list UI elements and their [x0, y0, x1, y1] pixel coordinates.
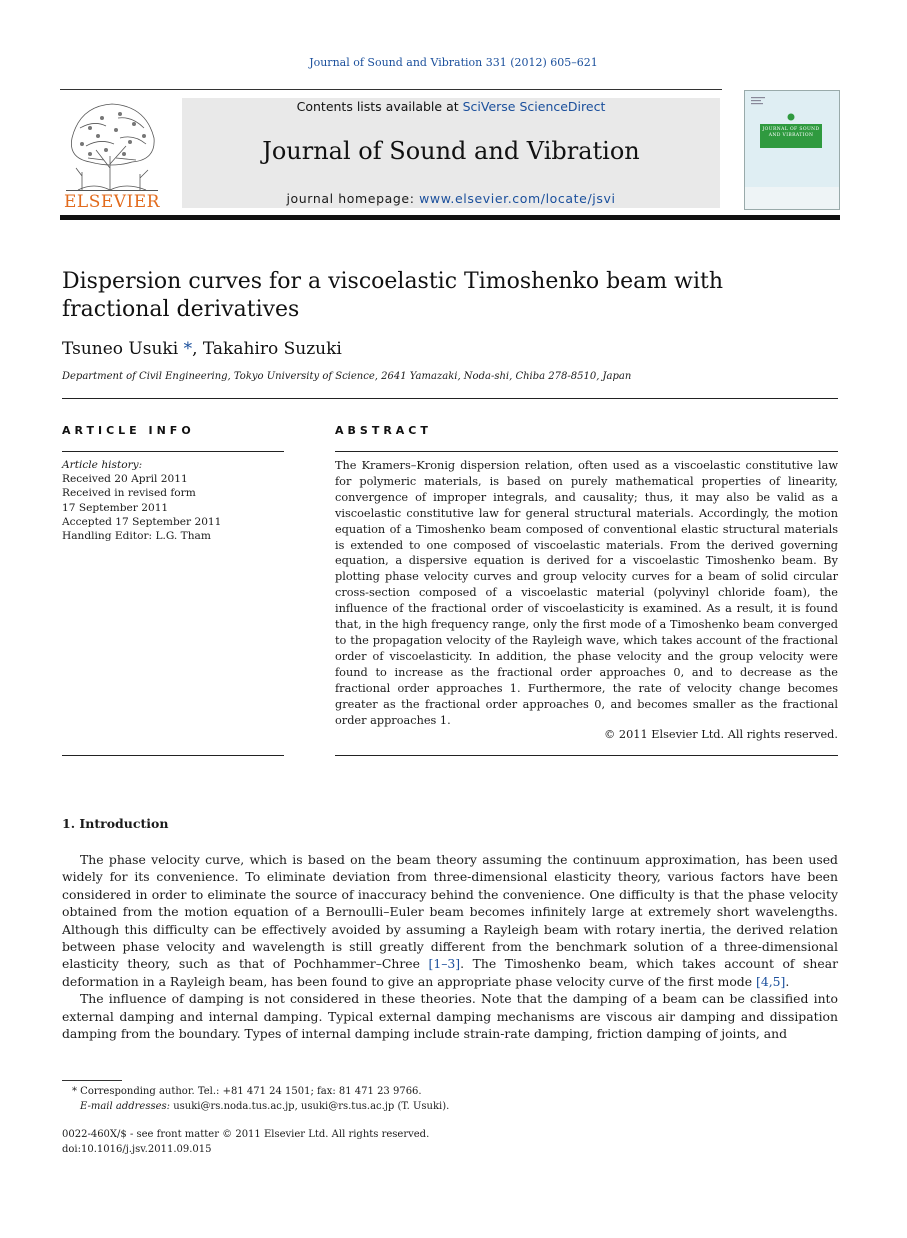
article-info-heading: ARTICLE INFO [62, 424, 195, 437]
corresponding-author-mark[interactable]: * [178, 339, 193, 359]
sciencedirect-link[interactable]: SciVerse ScienceDirect [462, 99, 606, 114]
author-usuki[interactable]: Tsuneo Usuki [62, 339, 179, 359]
journal-citation[interactable]: Journal of Sound and Vibration 331 (2012) 605–621 [309, 56, 598, 69]
homepage-link[interactable]: www.elsevier.com/locate/jsvi [419, 191, 616, 206]
introduction-paragraph: The influence of damping is not considered in these theories. Note that the damping of a beam can be classified into external damping and internal damping. Typical external damping mechanisms are viscous air damping and dissipation damping from the boundary. Types of internal damping include strain-rate damping, friction damping of joints, and [62, 991, 838, 1042]
journal-homepage-line [182, 191, 720, 206]
journal-cover-thumbnail[interactable] [744, 90, 840, 210]
author-suzuki[interactable]: Takahiro Suzuki [202, 339, 342, 359]
cover-title-text: JOURNAL OF SOUND AND VIBRATION [762, 127, 820, 138]
paragraph-text: . [785, 973, 790, 989]
introduction-paragraph [62, 851, 838, 990]
author-separator: , [192, 339, 203, 359]
paragraph-text: The phase velocity curve, which is based on the beam theory assuming the continuum approximation, has been used widely for its convenience. To eliminate deviation from three-dimensional elasticity theory, various factors have been considered in order to eliminate the source of inaccuracy behind the convenience. One difficulty is that the phase velocity obtained from the motion equation of a Bernoulli–Euler beam becomes infinitely large at extremely short wavelengths. Although this difficulty can be effectively avoided by assuming a Rayleigh beam with rotary inertia, the derived relation between phase velocity and wavelength is still greatly different from the benchmark solution of a three-dimensional elasticity theory, such as that of Pochhammer–Chree [62, 852, 838, 972]
email-label: E-mail addresses: [80, 1101, 171, 1112]
abstract-bottom-rule [335, 755, 838, 756]
history-item: Handling Editor: L.G. Tham [62, 530, 211, 543]
journal-title: Journal of Sound and Vibration [262, 137, 640, 165]
contents-available-line [182, 99, 720, 114]
introduction-body [62, 851, 838, 1042]
history-item: Accepted 17 September 2011 [62, 515, 222, 528]
article-title: Dispersion curves for a viscoelastic Timoshenko beam with fractional derivatives [62, 269, 724, 322]
issn-line: 0022-460X/$ - see front matter © 2011 Elsevier Ltd. All rights reserved. [62, 1129, 430, 1140]
abstract-rule [335, 451, 838, 452]
article-history [62, 458, 221, 543]
email-footnote [62, 1099, 449, 1114]
paragraph-text: . The Timoshenko beam, which takes account of shear deformation in a Rayleigh beam, has been found to give an appropriate phase velocity curve of the first mode [62, 956, 839, 989]
front-matter-info [62, 1127, 429, 1157]
elsevier-wordmark: ELSEVIER [64, 192, 160, 212]
cover-emblem-icon [787, 113, 795, 121]
banner-bottom-rule [60, 215, 840, 220]
homepage-prefix: journal homepage: [286, 191, 420, 206]
history-label: Article history: [62, 459, 143, 471]
header-separator-rule [62, 398, 838, 399]
footnotes [62, 1084, 449, 1114]
abstract-heading: ABSTRACT [335, 424, 432, 437]
history-item: Received 20 April 2011 [62, 473, 188, 486]
history-item: 17 September 2011 [62, 501, 169, 514]
author-affiliation: Department of Civil Engineering, Tokyo University of Science, 2641 Yamazaki, Noda-shi, Chiba 278-8510, Japan [62, 371, 632, 382]
abstract-text: The Kramers–Kronig dispersion relation, often used as a viscoelastic constitutive law for polymeric materials, is based on purely mathematical properties of linearity, convergence of improper integrals, and causality; thus, it may also be valid as a viscoelastic constitutive law for general structural materials. Accordingly, the motion equation of a Timoshenko beam composed of conventional elastic structural materials is extended to one composed of viscoelastic materials. From the derived governing equation, a dispersive equation is derived for a viscoelastic Timoshenko beam. By plotting phase velocity curves and group velocity curves for a beam of solid circular cross-section composed of a viscoelastic material (polyvinyl chloride foam), the influence of the fractional order of viscoelasticity is examined. As a result, it is found that, in the high frequency range, only the first mode of a Timoshenko beam converged to the propagation velocity of the Rayleigh wave, which takes account of the fractional order of viscoelasticity. In addition, the phase velocity and the group velocity were found to increase as the fractional order approaches 0, and to decrease as the fractional order approaches 1. Furthermore, the rate of velocity change becomes greater as the fractional order approaches 0, and becomes smaller as the fractional order approaches 1. [335, 459, 838, 727]
introduction-heading: 1. Introduction [62, 816, 169, 831]
author-list [62, 339, 342, 359]
history-item: Received in revised form [62, 487, 196, 500]
email-addresses[interactable]: usuki@rs.noda.tus.ac.jp, usuki@rs.tus.ac.jp (T. Usuki). [170, 1101, 450, 1112]
cover-footer-panel [745, 187, 839, 209]
doi-line[interactable]: doi:10.1016/j.jsv.2011.09.015 [62, 1144, 212, 1155]
article-info-rule [62, 451, 284, 452]
cover-header-icon [751, 97, 771, 109]
contents-prefix: Contents lists available at [296, 99, 463, 114]
article-info-bottom-rule [62, 755, 284, 756]
corresponding-author-footnote: * Corresponding author. Tel.: +81 471 24 1501; fax: 81 471 23 9766. [72, 1086, 422, 1097]
abstract-copyright: © 2011 Elsevier Ltd. All rights reserved. [604, 728, 838, 741]
reference-link-4-5[interactable]: [4,5] [756, 973, 786, 989]
footnote-rule [62, 1080, 122, 1081]
banner-top-rule [60, 89, 722, 90]
reference-link-1-3[interactable]: [1–3] [428, 956, 461, 972]
